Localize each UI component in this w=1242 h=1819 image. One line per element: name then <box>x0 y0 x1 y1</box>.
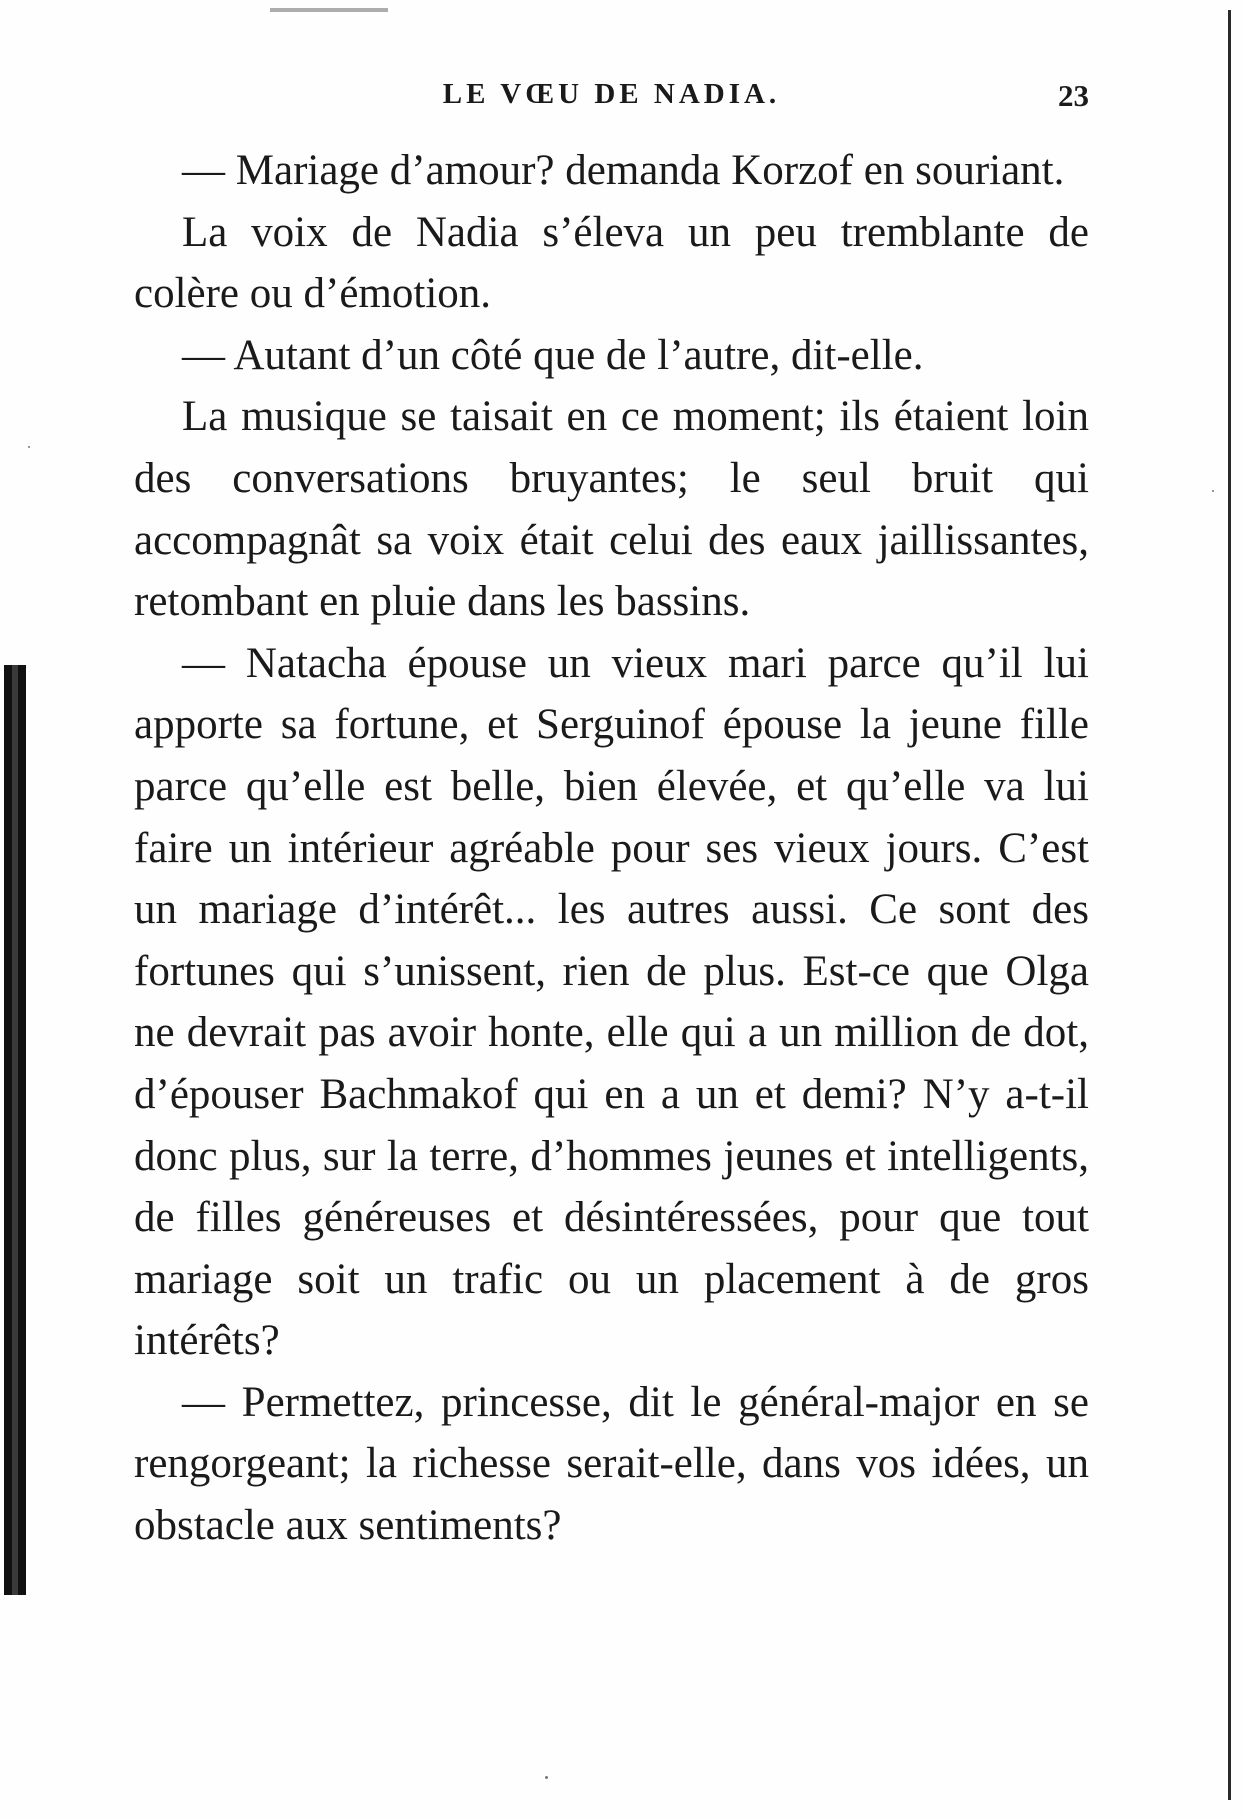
page-edge-rule <box>1228 10 1231 1800</box>
paragraph: La voix de Nadia s’éleva un peu tremblante de colère ou d’émotion. <box>134 208 1089 318</box>
running-header <box>134 72 1089 122</box>
paragraph: La musique se taisait en ce moment; ils étaient loin des conversations bruyantes; le seul bruit qui accompagnât sa voix était celui des eaux jaillissantes, retombant en pluie dans les bassins. <box>134 393 1089 626</box>
paper-speck <box>545 1776 548 1779</box>
binding-shadow <box>4 665 26 1595</box>
paragraph: — Mariage d’amour? demanda Korzof en souriant. <box>182 147 1065 194</box>
paragraph: — Permettez, princesse, dit le général-major en se rengorgeant; la richesse serait-elle, dans vos idées, un obstacle aux sentiments? <box>134 1378 1089 1550</box>
page-number: 23 <box>1058 78 1089 113</box>
running-title: LE VŒU DE NADIA. <box>442 78 781 110</box>
paper-speck <box>28 446 30 448</box>
paper-speck <box>1212 490 1214 492</box>
scan-artifact <box>270 8 388 12</box>
paragraph: — Autant d’un côté que de l’autre, dit-elle. <box>182 331 924 379</box>
paragraph: — Natacha épouse un vieux mari parce qu’il lui apporte sa fortune, et Serguinof épouse la jeune fille parce qu’elle est belle, bien élevée, et qu’elle va lui faire un intérieur agréable pour ses vieux jours. C’est un mariage d’intérêt... les autres aussi. Ce sont des fortunes qui s’unissent, rien de plus. Est-ce que Olga ne devrait pas avoir honte, elle qui a un million de dot, d’épouser Bachmakof qui en a un et demi? N’y a-t-il donc plus, sur la terre, d’hommes jeunes et intelligents, de filles généreuses et désintéressées, pour que tout mariage soit un trafic ou un placement à de gros intérêts? <box>134 639 1089 1365</box>
body-text <box>134 140 1089 1557</box>
